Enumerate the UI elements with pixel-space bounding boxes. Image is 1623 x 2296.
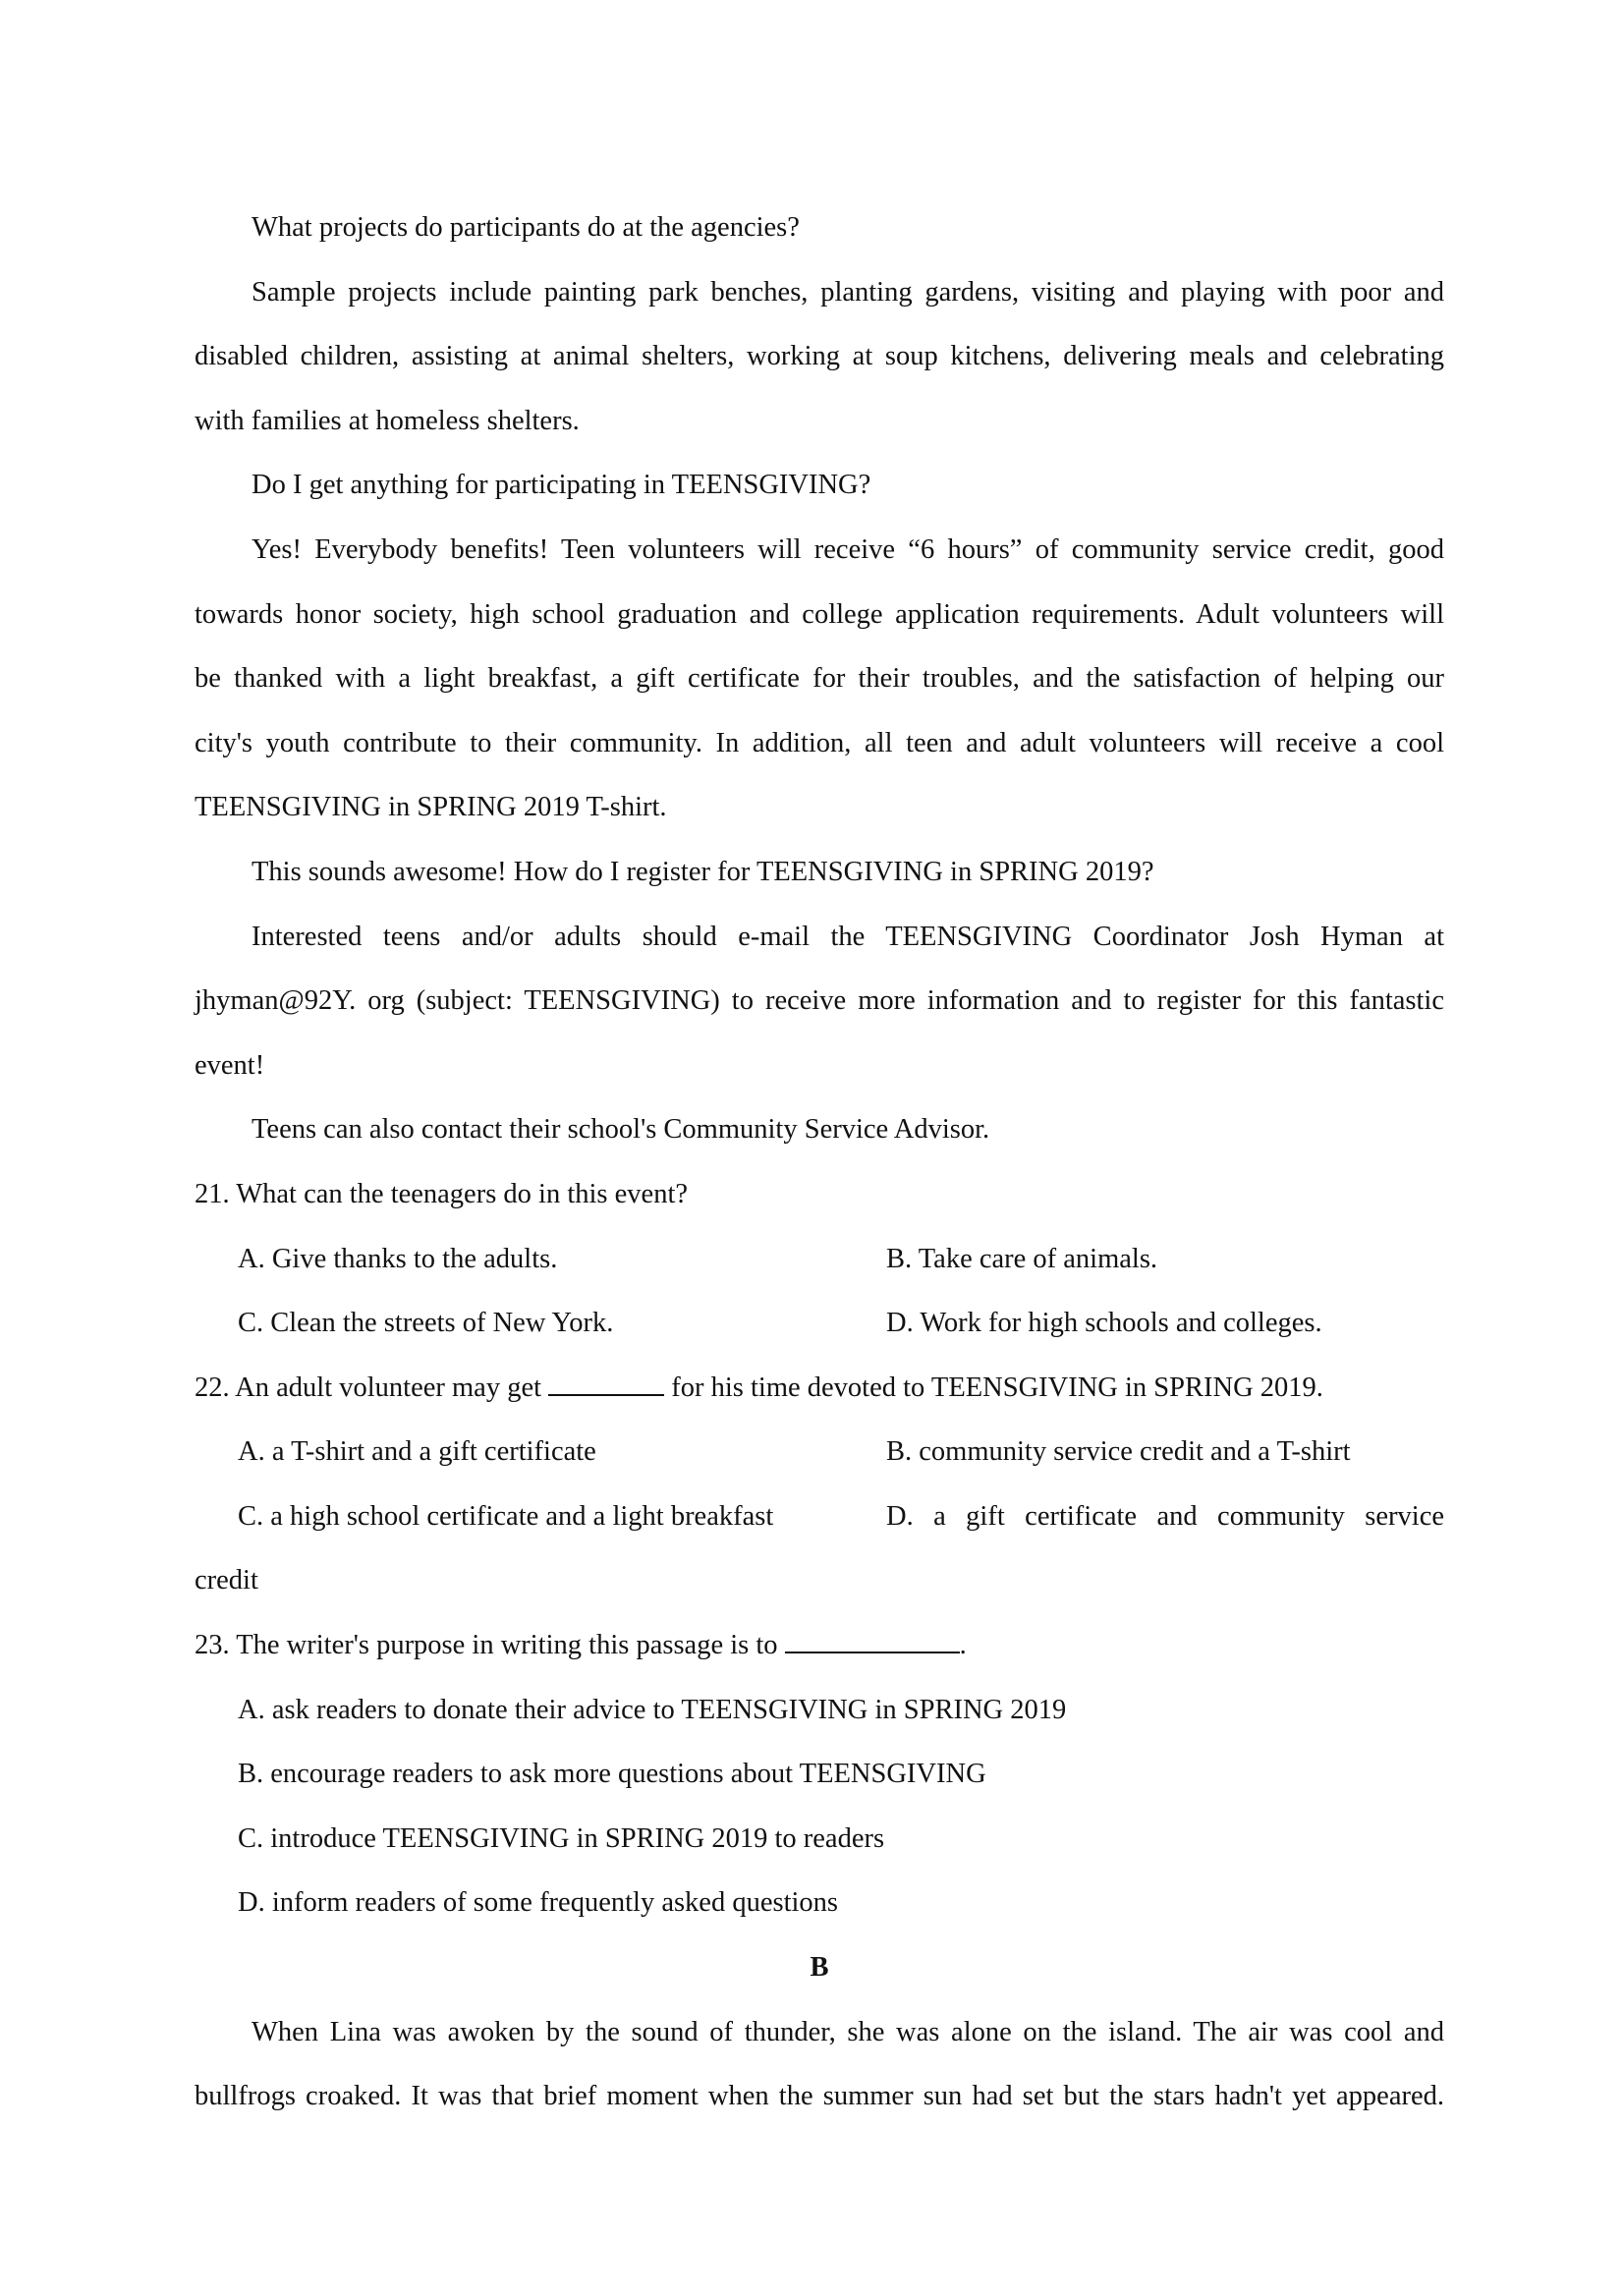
option-c: C. Clean the streets of New York. [238,1308,614,1339]
option-c: C. a high school certificate and a light breakfast [238,1500,774,1532]
paragraph-line: be thanked with a light breakfast, a gift certificate for their troubles, and the satisfaction of helping our [195,663,1444,695]
faq-question-register: This sounds awesome! How do I register for TEENSGIVING in SPRING 2019? [252,856,1154,887]
question-22-stem-start: 22. An adult volunteer may get [195,1372,549,1403]
paragraph-line: TEENSGIVING in SPRING 2019 T-shirt. [195,792,667,823]
question-21-options-row-1 [195,1236,1444,1301]
option-b: B. encourage readers to ask more questions about TEENSGIVING [238,1759,986,1790]
option-d: D. inform readers of some frequently asked questions [238,1887,838,1919]
option-c: C. introduce TEENSGIVING in SPRING 2019 to readers [238,1822,885,1854]
paragraph-line: Sample projects include painting park benches, planting gardens, visiting and playing with poor and [252,276,1444,308]
option-a: A. a T-shirt and a gift certificate [238,1436,596,1468]
paragraph-line: event! [195,1049,265,1081]
option-a: A. ask readers to donate their advice to TEENSGIVING in SPRING 2019 [238,1694,1067,1725]
answer-blank [785,1622,960,1653]
question-22-stem-end: for his time devoted to TEENSGIVING in SPRING 2019. [664,1372,1323,1403]
paragraph-line: bullfrogs croaked. It was that brief moment when the summer sun had set but the stars hadn't yet appeared. [195,2081,1444,2112]
paragraph-line: jhyman@92Y. org (subject: TEENSGIVING) to receive more information and to register for this fantastic [195,985,1444,1017]
question-22-stem [195,1365,1444,1429]
paragraph-line: disabled children, assisting at animal shelters, working at soup kitchens, delivering meals and celebrating [195,341,1444,372]
option-d: D. Work for high schools and colleges. [886,1308,1322,1339]
question-22-options-row-2 [195,1493,1444,1558]
paragraph-line: Teens can also contact their school's Community Service Advisor. [252,1114,990,1146]
option-b: B. Take care of animals. [886,1243,1158,1274]
faq-question-benefits: Do I get anything for participating in TEENSGIVING? [252,470,871,501]
answer-blank [548,1365,664,1396]
question-21-options-row-2 [195,1300,1444,1365]
faq-question-projects: What projects do participants do at the agencies? [252,212,800,243]
question-22-options-row-1 [195,1428,1444,1493]
question-21-stem: 21. What can the teenagers do in this event? [195,1178,689,1209]
paragraph-line: towards honor society, high school graduation and college application requirements. Adult volunteers will [195,598,1444,630]
option-b: B. community service credit and a T-shirt [886,1436,1351,1468]
page-content [195,204,1444,2138]
option-d: D. a gift certificate and community service [886,1500,1444,1532]
paragraph-line: Yes! Everybody benefits! Teen volunteers will receive “6 hours” of community service credit, good [252,533,1444,565]
option-d-continuation: credit [195,1565,258,1596]
section-heading: B [810,1952,829,1984]
question-23-stem-end: . [959,1630,967,1661]
paragraph-line: with families at homeless shelters. [195,405,580,436]
paragraph-line: Interested teens and/or adults should e-mail the TEENSGIVING Coordinator Josh Hyman at [252,921,1444,952]
paragraph-line: city's youth contribute to their community. In addition, all teen and adult volunteers will receive a cool [195,727,1444,758]
paragraph-line: When Lina was awoken by the sound of thunder, she was alone on the island. The air was cool and [252,2016,1444,2047]
question-23-stem-start: 23. The writer's purpose in writing this passage is to [195,1630,785,1661]
question-23-stem [195,1622,1444,1687]
option-a: A. Give thanks to the adults. [238,1243,558,1274]
